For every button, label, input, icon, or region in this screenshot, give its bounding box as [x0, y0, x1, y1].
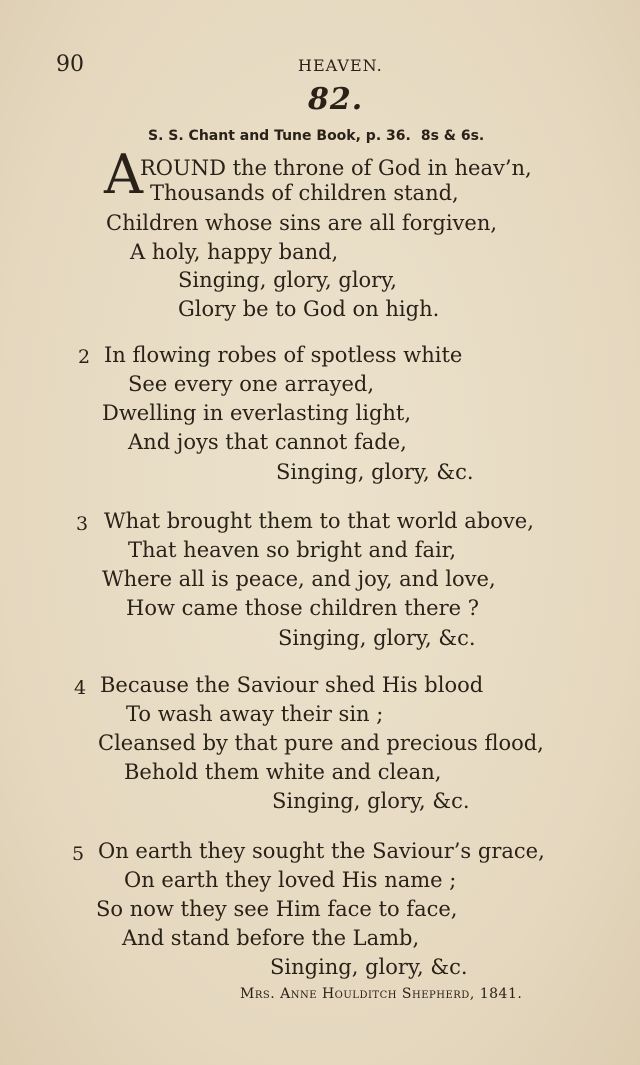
running-head: HEAVEN.: [298, 56, 383, 75]
verse-3-line-1: What brought them to that world above,: [104, 509, 534, 533]
verse-5-line-1: On earth they sought the Saviour’s grace,: [98, 839, 545, 863]
page-number: 90: [56, 52, 84, 77]
verse-5-number: 5: [72, 843, 85, 865]
verse-2-line-2: See every one arrayed,: [128, 372, 375, 396]
verse-4-number: 4: [74, 677, 87, 699]
page-header: [0, 52, 640, 82]
verse-3-line-3: Where all is peace, and joy, and love,: [102, 567, 496, 591]
verse-3-number: 3: [76, 513, 89, 535]
verse-2-line-4: And joys that cannot fade,: [128, 430, 407, 454]
author-attribution: Mrs. Anne Houlditch Shepherd, 1841.: [240, 986, 523, 1002]
verse-5-line-2: On earth they loved His name ;: [124, 868, 457, 892]
verse-2-number: 2: [78, 346, 91, 368]
verse-2-line-3: Dwelling in everlasting light,: [102, 401, 412, 425]
verse-1-line-4: A holy, happy band,: [130, 240, 339, 264]
verse-5-line-5: Singing, glory, &c.: [270, 955, 468, 979]
verse-1-line-1: ROUND the throne of God in heav’n,: [140, 156, 532, 180]
verse-1-line-5: Singing, glory, glory,: [178, 268, 397, 292]
verse-3-line-5: Singing, glory, &c.: [278, 626, 476, 650]
verse-2-line-1: In flowing robes of spotless white: [104, 343, 463, 367]
verse-4-line-2: To wash away their sin ;: [126, 702, 384, 726]
verse-3-line-2: That heaven so bright and fair,: [128, 538, 457, 562]
meter: 8s & 6s.: [420, 128, 485, 144]
verse-5-line-3: So now they see Him face to face,: [96, 897, 458, 921]
verse-1-line-6: Glory be to God on high.: [178, 297, 440, 321]
verse-1-line-3: Children whose sins are all forgiven,: [106, 211, 498, 235]
verse-4-line-4: Behold them white and clean,: [124, 760, 442, 784]
verse-3-line-4: How came those children there ?: [126, 596, 480, 620]
hymn-number: 82.: [308, 82, 364, 117]
verse-5-line-4: And stand before the Lamb,: [122, 926, 420, 950]
tune-source: S. S. Chant and Tune Book, p. 36.: [148, 128, 411, 144]
verse-4-line-5: Singing, glory, &c.: [272, 789, 470, 813]
verse-1-line-2: Thousands of children stand,: [150, 181, 459, 205]
drop-cap: A: [104, 143, 143, 206]
tune-info: [148, 128, 484, 144]
verse-2-line-5: Singing, glory, &c.: [276, 460, 474, 484]
verse-4-line-1: Because the Saviour shed His blood: [100, 673, 484, 697]
verse-4-line-3: Cleansed by that pure and precious flood,: [98, 731, 544, 755]
